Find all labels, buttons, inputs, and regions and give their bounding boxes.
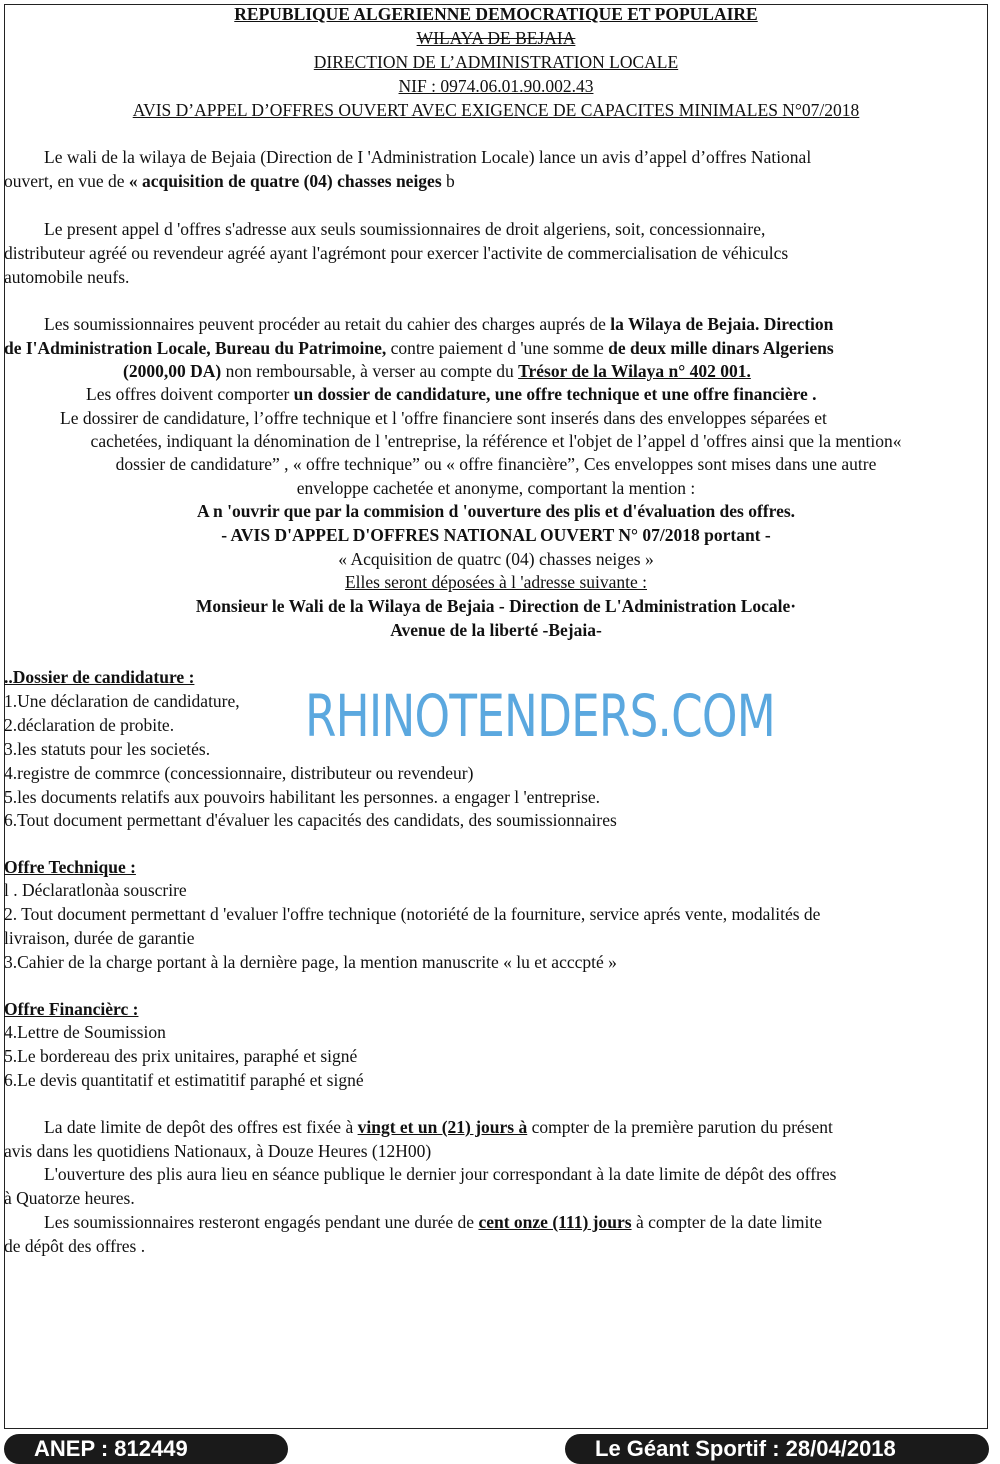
technique-title: Offre Technique : [4,857,136,877]
intro-line2: ouvert, en vue de « acquisition de quatre (04) chasses neiges b [4,171,455,191]
scope-line1: Le present appel d 'offres s'adresse aux seuls soumissionnaires de droit algeriens, soit, concessionnaire, [44,219,766,239]
header-republic: REPUBLIQUE ALGERIENNE DEMOCRATIQUE ET POPULAIRE [234,4,758,24]
list-item: 3.Cahier de la charge portant à la dernière page, la mention manuscrite « lu et acccpté » [4,952,617,972]
list-item: 5.les documents relatifs aux pouvoirs habilitant les personnes. a engager l 'entreprise. [4,787,601,807]
watermark: RHINOTENDERS.COM [305,682,776,750]
list-item: 2.déclaration de probite. [4,715,175,735]
list-item: l . Déclaratlonàa souscrire [4,880,187,900]
envelopes-object: « Acquisition de quatrc (04) chasses neiges » [338,549,654,569]
dates-line2: avis dans les quotidiens Nationaux, à Douze Heures (12H00) [4,1141,432,1161]
header-nif: NIF : 0974.06.01.90.002.43 [398,76,594,96]
envelopes-line1: Le dossirer de candidature, l’offre technique et l 'offre financiere sont inserés dans des enveloppes séparées et [60,408,827,428]
scope-line3: automobile neufs. [4,267,130,287]
list-item: 5.Le bordereau des prix unitaires, paraphé et signé [4,1046,358,1066]
list-item: 6.Tout document permettant d'évaluer les capacités des candidats, des soumissionnaires [4,810,617,830]
dates-line4: à Quatorze heures. [4,1188,135,1208]
financiere-title: Offre Financièrc : [4,999,139,1019]
dates-line1: La date limite de depôt des offres est fixée à vingt et un (21) jours à compter de la première parution du présent [44,1117,833,1137]
retrait-line1: Les soumissionnaires peuvent procéder au retait du cahier des charges auprés de la Wilaya de Bejaia. Direction [44,314,834,334]
envelopes-line3: dossier de candidature” , « offre technique” ou « offre financière”, Ces enveloppes sont mises dans une autre [115,454,877,474]
list-item: livraison, durée de garantie [4,928,195,948]
dates-line6: de dépôt des offres . [4,1236,146,1256]
envelopes-line4: enveloppe cachetée et anonyme, comportant la mention : [296,478,696,498]
envelopes-line2: cachetées, indiquant la dénomination de l 'entreprise, la référence et l'objet de l’appel d 'offres ainsi que la mention« [90,431,902,451]
footer-anep-badge: ANEP : 812449 [4,1434,288,1464]
dates-line5: Les soumissionnaires resteront engagés pendant une durée de cent onze (111) jours à compter de la date limite [44,1212,823,1232]
dossier-title: ..Dossier de candidature : [4,667,195,687]
header-wilaya: WILAYA DE BEJAIA [416,28,576,48]
scope-line2: distributeur agréé ou revendeur agréé ayant l'agrémont pour exercer l'activite de commercialisation de véhiculcs [4,243,789,263]
list-item: 4.Lettre de Soumission [4,1022,166,1042]
list-item: 2. Tout document permettant d 'evaluer l'offre technique (notoriété de la fourniture, service aprés vente, modalités de [4,904,821,924]
list-item: 4.registre de commrce (concessionnaire, distributeur ou revendeur) [4,763,474,783]
envelopes-address-line1: Monsieur le Wali de la Wilaya de Bejaia - Direction de L'Administration Locale· [195,596,797,616]
retrait-line4: Les offres doivent comporter un dossier de candidature, une offre technique et une offre financière . [86,384,817,404]
header-direction: DIRECTION DE L’ADMINISTRATION LOCALE [313,52,679,72]
retrait-line3: (2000,00 DA) non remboursable, à verser au compte du Trésor de la Wilaya n° 402 001. [123,361,751,381]
footer-newspaper-badge: Le Géant Sportif : 28/04/2018 [565,1434,989,1464]
envelopes-address-intro: Elles seront déposées à l 'adresse suivante : [344,572,648,592]
header-avis-title: AVIS D’APPEL D’OFFRES OUVERT AVEC EXIGENCE DE CAPACITES MINIMALES N°07/2018 [132,100,860,120]
envelopes-avis-ref: - AVIS D'APPEL D'OFFRES NATIONAL OUVERT N° 07/2018 portant - [221,525,771,545]
envelopes-mention: A n 'ouvrir que par la commision d 'ouverture des plis et d'évaluation des offres. [196,501,796,521]
list-item: 3.les statuts pour les societés. [4,739,211,759]
dates-line3: L'ouverture des plis aura lieu en séance publique le dernier jour correspondant à la date limite de dépôt des offres [44,1164,837,1184]
envelopes-address-line2: Avenue de la liberté -Bejaia- [390,620,602,640]
list-item: 6.Le devis quantitatif et estimatitif paraphé et signé [4,1070,364,1090]
intro-line1: Le wali de la wilaya de Bejaia (Direction de I 'Administration Locale) lance un avis d’appel d’offres National [44,147,812,167]
list-item: 1.Une déclaration de candidature, [4,691,240,711]
retrait-line2: de I'Administration Locale, Bureau du Patrimoine, contre paiement d 'une somme de deux mille dinars Algeriens [4,338,834,358]
